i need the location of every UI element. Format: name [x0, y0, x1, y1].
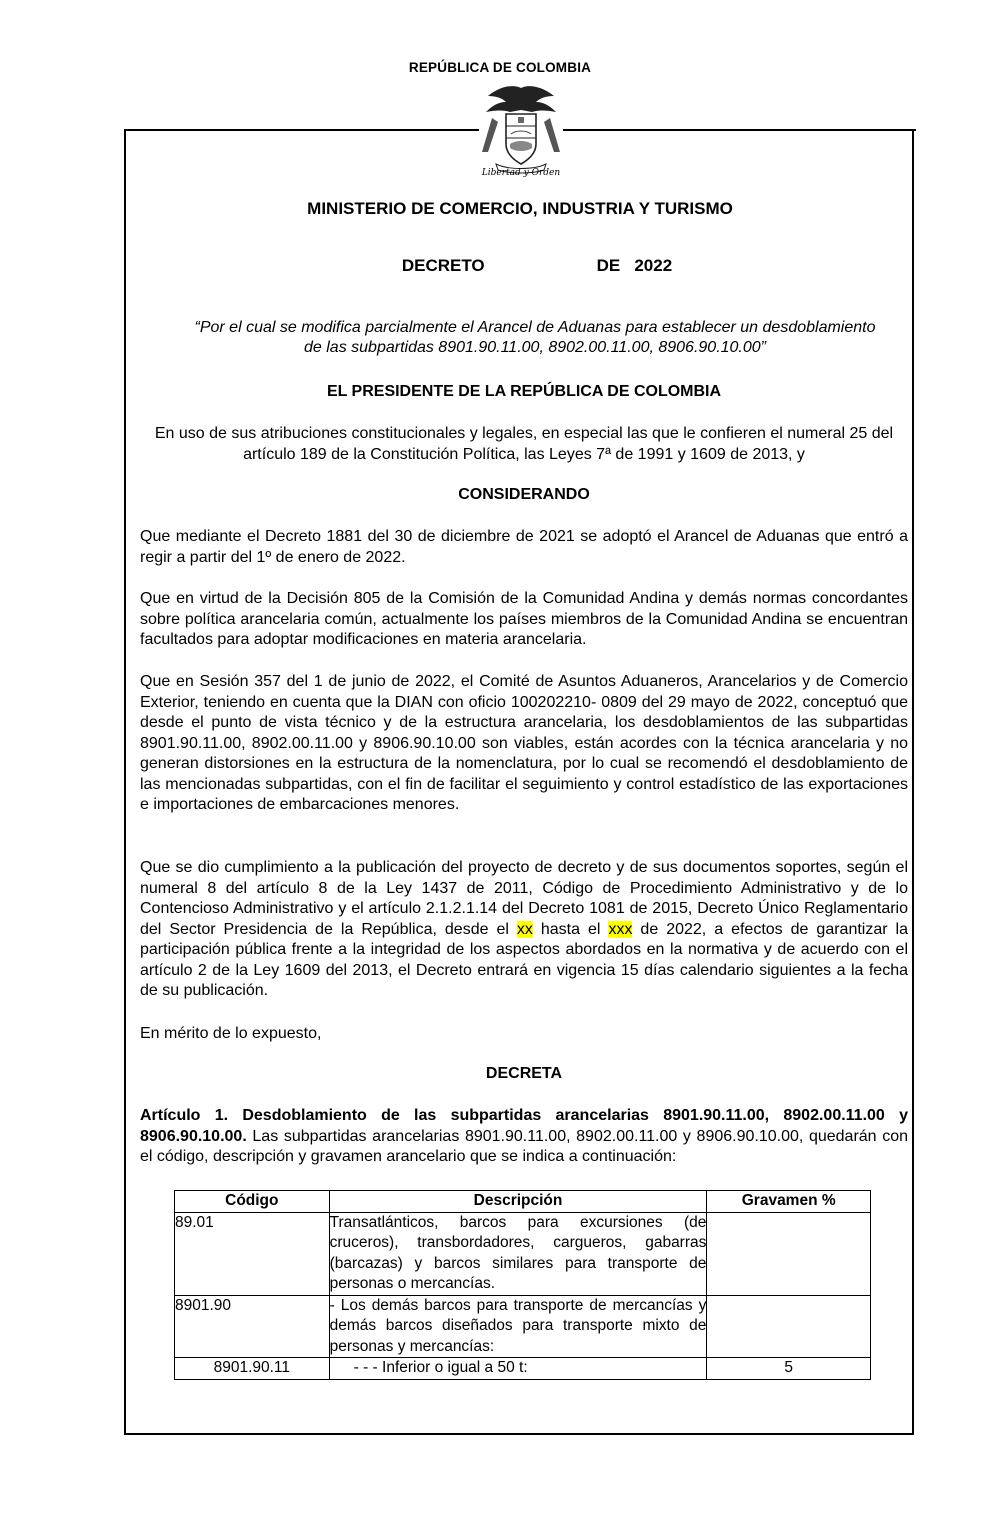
- article-1-body: Las subpartidas arancelarias 8901.90.11.00, 8902.00.11.00 y 8906.90.10.00, quedarán con el código, descripción y gravamen arancelario que se indica a continuación:: [140, 1127, 908, 1165]
- president-heading: EL PRESIDENTE DE LA REPÚBLICA DE COLOMBIA: [326, 383, 722, 400]
- row-description: Transatlánticos, barcos para excursiones (de cruceros), transbordadores, cargueros, gabarras (barcazas) y barcos similares para transporte de personas o mercancías.: [329, 1212, 707, 1295]
- highlight-start-date: xx: [516, 920, 533, 938]
- table-row: [175, 1358, 871, 1380]
- table-header-row: [175, 1191, 871, 1213]
- decree-label: DECRETO: [401, 256, 485, 275]
- row-code: 8901.90.11: [175, 1358, 330, 1380]
- decree-number-line: [0, 256, 1000, 276]
- considering-heading: CONSIDERANDO: [458, 486, 590, 503]
- tariff-table: [174, 1190, 871, 1380]
- consideration-4-text-c: de 2022, a efectos de garantizar la participación pública frente a la integridad de los aspectos abordados en la normativa y de acuerdo con el artículo 2 de la Ley 1609 del 2013, el Decreto entrará en vigencia 15 días calendario siguientes a la fecha de su publicación.: [140, 920, 908, 999]
- consideration-4-text-b: hasta el: [532, 920, 609, 938]
- table-row: [175, 1295, 871, 1358]
- row-description: - Los demás barcos para transporte de mercancías y demás barcos diseñados para transporte mixto de personas y mercancías:: [329, 1295, 707, 1358]
- row-rate: 5: [707, 1358, 871, 1380]
- column-header-code: Código: [175, 1191, 330, 1213]
- powers-paragraph: En uso de sus atribuciones constitucionales y legales, en especial las que le confieren el numeral 25 del artículo 189 de la Constitución Política, las Leyes 7ª de 1991 y 1609 de 2013, y: [154, 425, 894, 463]
- decree-year: DE 2022: [596, 256, 673, 275]
- consideration-paragraph-2: Que en virtud de la Decisión 805 de la Comisión de la Comunidad Andina y demás normas concordantes sobre política arancelaria común, actualmente los países miembros de la Comunidad Andina se encuentran facultados para adoptar modificaciones en materia arancelaria.: [140, 590, 908, 648]
- country-header: REPÚBLICA DE COLOMBIA: [408, 60, 592, 75]
- row-rate: [707, 1295, 871, 1358]
- ministry-title: MINISTERIO DE COMERCIO, INDUSTRIA Y TURISMO: [307, 199, 733, 218]
- row-rate: [707, 1212, 871, 1295]
- decreta-heading: DECRETA: [485, 1065, 563, 1082]
- motto-text: Libertad y Orden: [481, 168, 561, 178]
- row-code: 89.01: [175, 1212, 330, 1295]
- merit-statement: En mérito de lo expuesto,: [140, 1025, 322, 1042]
- consideration-paragraph-3: Que en Sesión 357 del 1 de junio de 2022, el Comité de Asuntos Aduaneros, Arancelarios y de Comercio Exterior, teniendo en cuenta que la DIAN con oficio 100202210- 0809 del 29 mayo de 2022, conceptuó que desde el punto de vista técnico y de la estructura arancelaria, los desdoblamientos de las subpartidas 8901.90.11.00, 8902.00.11.00 y 8906.90.10.00 son viables, están acordes con la técnica arancelaria y no generan distorsiones en la estructura de la nomenclatura, por lo cual se recomendó el desdoblamiento de las mencionadas subpartidas, con el fin de facilitar el seguimiento y control estadístico de las exportaciones e importaciones de embarcaciones menores.: [140, 673, 908, 813]
- highlight-end-date: xxx: [608, 920, 633, 938]
- consideration-4-text-a: Que se dio cumplimiento a la publicación del proyecto de decreto y de sus documentos soportes, según el numeral 8 del artículo 8 de la Ley 1437 de 2011, Código de Procedimiento Administrativo y de lo Contencioso Administrativo y el artículo 2.1.2.1.14 del Decreto 1081 de 2015, Decreto Único Reglamentario del Sector Presidencia de la República, desde el: [140, 859, 908, 938]
- column-header-description: Descripción: [329, 1191, 707, 1213]
- article-1: [140, 1106, 908, 1168]
- table-row: [175, 1212, 871, 1295]
- consideration-paragraph-4: [140, 858, 908, 1002]
- consideration-paragraph-1: Que mediante el Decreto 1881 del 30 de diciembre de 2021 se adoptó el Arancel de Aduanas que entró a regir a partir del 1º de enero de 2022.: [140, 528, 908, 566]
- row-description: - - - Inferior o igual a 50 t:: [329, 1358, 707, 1380]
- article-1-title: Artículo 1. Desdoblamiento de las subpartidas arancelarias 8901.90.11.00, 8902.00.11.00 y 8906.90.10.00.: [140, 1107, 908, 1145]
- decree-subtitle: “Por el cual se modifica parcialmente el Arancel de Aduanas para establecer un desdoblamiento de las subpartidas 8901.90.11.00, 8902.00.11.00, 8906.90.10.00”: [194, 319, 876, 356]
- row-code: 8901.90: [175, 1295, 330, 1358]
- column-header-rate: Gravamen %: [707, 1191, 871, 1213]
